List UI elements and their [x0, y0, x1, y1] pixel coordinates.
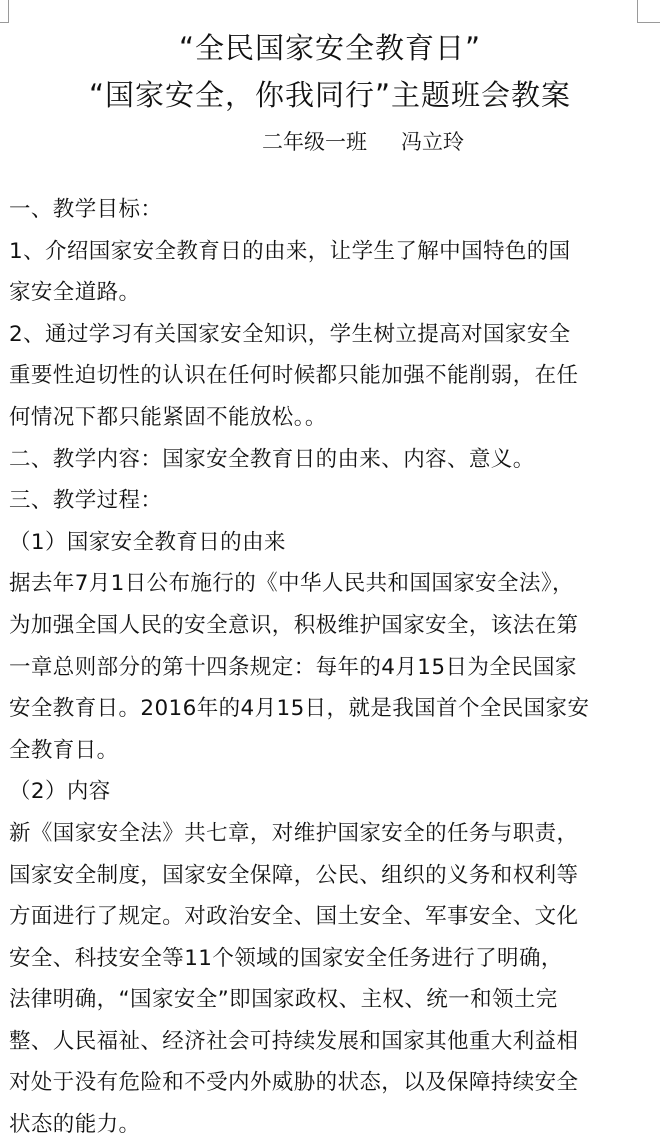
body-line: 一、教学目标：: [9, 197, 163, 222]
body-line: 国家安全制度，国家安全保障，公民、组织的义务和权利等: [9, 862, 579, 888]
body-line: （1）国家安全教育日的由来: [9, 529, 286, 555]
body-line: 一章总则部分的第十四条规定：每年的4月15日为全民国家: [9, 654, 577, 680]
body-line: 2、通过学习有关国家安全知识，学生树立提高对国家安全: [9, 321, 571, 347]
body-line: 对处于没有危险和不受内外威胁的状态，以及保障持续安全: [9, 1070, 579, 1096]
body-line: 整、人民福祉、经济社会可持续发展和国家其他重大利益相: [9, 1028, 579, 1054]
body-line: 为加强全国人民的安全意识，积极维护国家安全，该法在第: [9, 612, 579, 638]
body-line: 1、介绍国家安全教育日的由来，让学生了解中国特色的国: [9, 238, 571, 264]
document-title-line-1: “全民国家安全教育日”: [178, 31, 482, 65]
body-line: （2）内容: [9, 779, 111, 805]
body-line: 全教育日。: [9, 737, 119, 763]
body-line: 安全、科技安全等11个领域的国家安全任务进行了明确，: [9, 945, 563, 971]
body-line: 新《国家安全法》共七章，对维护国家安全的任务与职责，: [9, 820, 579, 846]
body-line: 二、教学内容：国家安全教育日的由来、内容、意义。: [9, 446, 535, 472]
body-line: 家安全道路。: [9, 280, 141, 306]
document-title-line-2: “国家安全，你我同行”主题班会教案: [88, 78, 572, 112]
crop-mark-top-left: [0, 0, 9, 23]
author-line: [262, 126, 464, 156]
author-name: 冯立玲: [401, 130, 464, 154]
document-body: [9, 189, 635, 1135]
body-line: 据去年7月1日公布施行的《中华人民共和国国家安全法》，: [9, 571, 574, 597]
author-class: 二年级一班: [262, 130, 367, 154]
body-line: 状态的能力。: [9, 1112, 141, 1135]
body-line: 安全教育日。2016年的4月15日，就是我国首个全民国家安: [9, 696, 590, 722]
body-line: 法律明确，“国家安全”即国家政权、主权、统一和领土完: [9, 987, 558, 1013]
body-line: 方面进行了规定。对政治安全、国土安全、军事安全、文化: [9, 904, 579, 930]
body-line: 三、教学过程：: [9, 488, 163, 514]
body-line: 何情况下都只能紧固不能放松。。: [9, 404, 327, 430]
crop-mark-top-right: [637, 0, 660, 23]
body-line: 重要性迫切性的认识在任何时候都只能加强不能削弱，在任: [9, 363, 579, 389]
